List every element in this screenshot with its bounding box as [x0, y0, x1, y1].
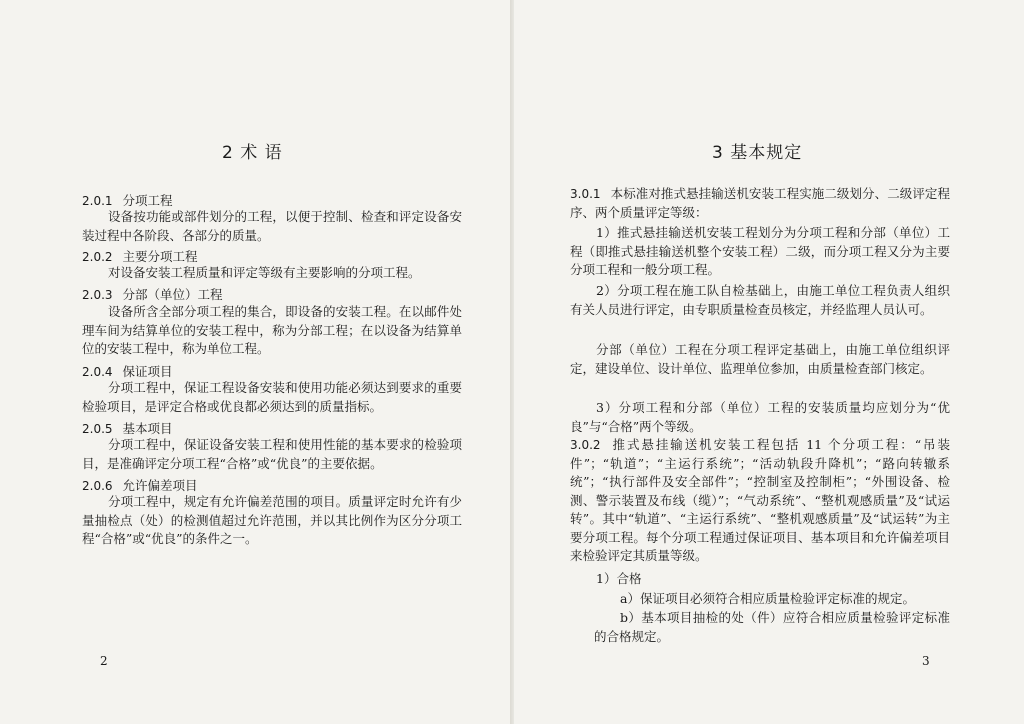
section-number: 2.0.5	[82, 422, 113, 436]
page-number: 3	[922, 654, 930, 668]
section-title: 保证项目	[122, 364, 173, 379]
section-title: 基本项目	[122, 421, 173, 436]
right-page	[514, 0, 1024, 724]
section-heading	[82, 285, 223, 305]
clause-item: 分部（单位）工程在分项工程评定基础上，由施工单位组织评定，建设单位、设计单位、监理单位参加，由质量检查部门核定。	[570, 342, 950, 376]
section-body: 分项工程中，保证工程设备安装和使用功能必须达到要求的重要检验项目，是评定合格或优良都必须达到的质量指标。	[82, 380, 462, 414]
section-number: 2.0.3	[82, 288, 113, 302]
section-body: 设备按功能或部件划分的工程，以便于控制、检查和评定设备安装过程中各阶段、各部分的质量。	[82, 209, 462, 243]
clause-item: 1）推式悬挂输送机安装工程划分为分项工程和分部（单位）工程（即推式悬挂输送机整个安装工程）二级，而分项工程又分为主要分项工程和一般分项工程。	[570, 225, 950, 277]
clause-subitem: b）基本项目抽检的处（件）应符合相应质量检验评定标准的合格规定。	[594, 610, 950, 644]
clause-text: 本标准对推式悬挂输送机安装工程实施二级划分、二级评定程序、两个质量评定等级：	[570, 186, 950, 220]
section-number: 2.0.1	[82, 194, 113, 208]
section-body: 分项工程中，保证设备安装工程和使用性能的基本要求的检验项目，是准确评定分项工程“合格”或“优良”的主要依据。	[82, 437, 462, 471]
page-number: 2	[100, 654, 108, 668]
clause-number: 3.0.1	[570, 187, 601, 201]
clause-item: 2）分项工程在施工队自检基础上，由施工单位工程负责人组织有关人员进行评定，由专职质量检查员核定，并经监理人员认可。	[570, 283, 950, 317]
clause-text: 推式悬挂输送机安装工程包括 11 个分项工程：“吊装件”；“轨道”；“主运行系统”；“活动轨段升降机”；“路向转辙系统”；“执行部件及安全部件”；“控制室及控制柜”；“外围设备、检测、警示装置及布线（缆）”；“气动系统”、“整机观感质量”及“试运转”。其中“轨道”、“主运行系统”、“整机观感质量”及“试运转”为主要分项工程。每个分项工程通过保证项目、基本项目和允许偏差项目来检验评定其质量等级。	[570, 437, 950, 563]
clause-item: 1）合格	[596, 571, 642, 586]
clause-item: 3）分项工程和分部（单位）工程的安装质量均应划分为“优良”与“合格”两个等级。	[570, 400, 950, 434]
section-body: 分项工程中，规定有允许偏差范围的项目。质量评定时允许有少量抽检点（处）的检测值超过允许范围，并以其比例作为区分分项工程“合格”或“优良”的条件之一。	[82, 494, 462, 546]
section-title: 允许偏差项目	[122, 478, 198, 493]
clause-3-0-1	[570, 185, 950, 222]
section-title: 分部（单位）工程	[122, 287, 223, 302]
section-body: 对设备安装工程质量和评定等级有主要影响的分项工程。	[108, 265, 421, 280]
section-number: 2.0.4	[82, 365, 113, 379]
clause-number: 3.0.2	[570, 438, 601, 452]
left-page	[0, 0, 510, 724]
clause-3-0-2	[570, 436, 950, 566]
chapter-title-basic-rules: 3 基本规定	[712, 143, 803, 163]
section-number: 2.0.2	[82, 250, 113, 264]
section-title: 主要分项工程	[122, 249, 198, 264]
section-title: 分项工程	[122, 193, 173, 208]
section-body: 设备所含全部分项工程的集合，即设备的安装工程。在以邮件处理车间为结算单位的安装工程中，称为分部工程；在以设备为结算单位的安装工程中，称为单位工程。	[82, 304, 462, 356]
section-number: 2.0.6	[82, 479, 113, 493]
chapter-title-terms: 2 术 语	[222, 143, 283, 163]
clause-subitem: a）保证项目必须符合相应质量检验评定标准的规定。	[620, 591, 915, 606]
